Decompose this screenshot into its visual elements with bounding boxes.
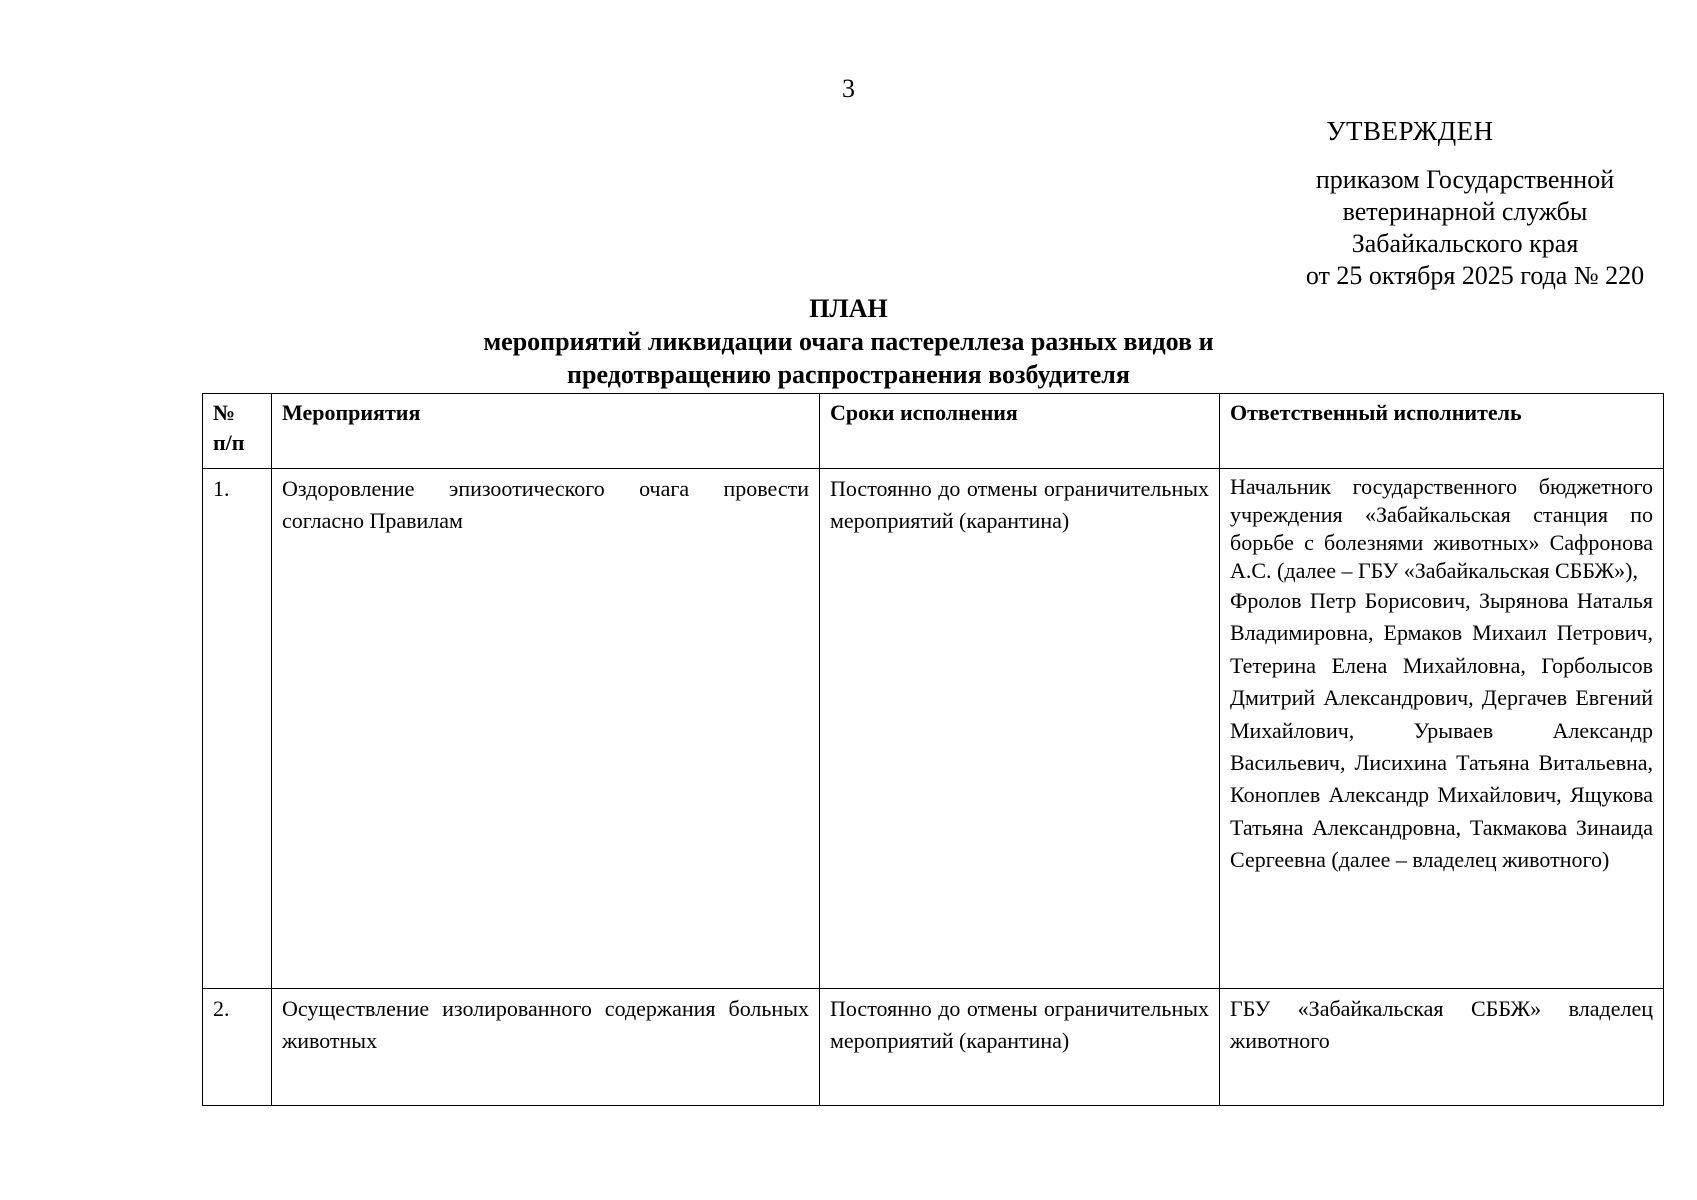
approval-line: приказом Государственной [1315, 165, 1615, 194]
responsible-rest: Фролов Петр Борисович, Зырянова Наталья Владимировна, Ермаков Михаил Петрович, Тетерина Елена Михайловна, Горболысов Дмитрий Александрович, Дергачев Евгений Михайлович, Урываев Александр Васильевич, Лисихина Татьяна Витальевна, Коноплев Александр Михайлович, Ящукова Татьяна Александровна, Такмакова Зинаида Сергеевна (далее – владелец животного) [1230, 588, 1653, 873]
row-responsible [1220, 989, 1664, 1106]
row-action [272, 989, 820, 1106]
approval-line: Забайкальского края [1351, 229, 1579, 258]
header-action: Мероприятия [272, 394, 820, 469]
row-deadline-text: Постоянно до отмены ограничительных мероприятий (карантина) [830, 476, 1209, 533]
row-responsible-text [1230, 993, 1653, 1057]
row-action-text: Осуществление изолированного содержания больных животных [282, 996, 809, 1053]
page-number: 3 [842, 74, 855, 103]
approval-line: от 25 октября 2025 года № 220 [1305, 261, 1645, 290]
header-num: № п/п [203, 394, 272, 469]
plan-table [202, 393, 1664, 1106]
header-responsible: Ответственный исполнитель [1220, 394, 1664, 469]
row-responsible [1220, 469, 1664, 989]
row-num [203, 989, 272, 1106]
row-deadline [820, 469, 1220, 989]
approval-block [1215, 164, 1697, 292]
row-action [272, 469, 820, 989]
row-deadline-text: Постоянно до отмены ограничительных мероприятий (карантина) [830, 996, 1209, 1053]
row-action-text: Оздоровление эпизоотического очага провести согласно Правилам [282, 476, 809, 533]
responsible-lead: Начальник государственного бюджетного учреждения «Забайкальская станция по борьбе с болезнями животных» Сафронова А.С. (далее – ГБУ «Забайкальская СББЖ»), [1230, 474, 1653, 583]
row-num-text: 2. [213, 996, 230, 1021]
table-header-row [203, 394, 1664, 469]
row-num [203, 469, 272, 989]
responsible-lead: ГБУ «Забайкальская СББЖ» владелец животного [1230, 996, 1653, 1053]
table-row [203, 469, 1664, 989]
approval-title: УТВЕРЖДЕН [1326, 116, 1494, 146]
row-responsible-text [1230, 473, 1653, 877]
row-num-text: 1. [213, 476, 230, 501]
approval-line: ветеринарной службы [1342, 197, 1588, 226]
row-deadline [820, 989, 1220, 1106]
plan-subtitle-line-1: мероприятий ликвидации очага пастереллеза разных видов и [483, 327, 1214, 356]
plan-subtitle-line-2: предотвращению распространения возбудителя [567, 360, 1130, 389]
table-row [203, 989, 1664, 1106]
header-deadline: Сроки исполнения [820, 394, 1220, 469]
plan-title: ПЛАН [809, 294, 888, 323]
plan-heading [0, 292, 1697, 391]
